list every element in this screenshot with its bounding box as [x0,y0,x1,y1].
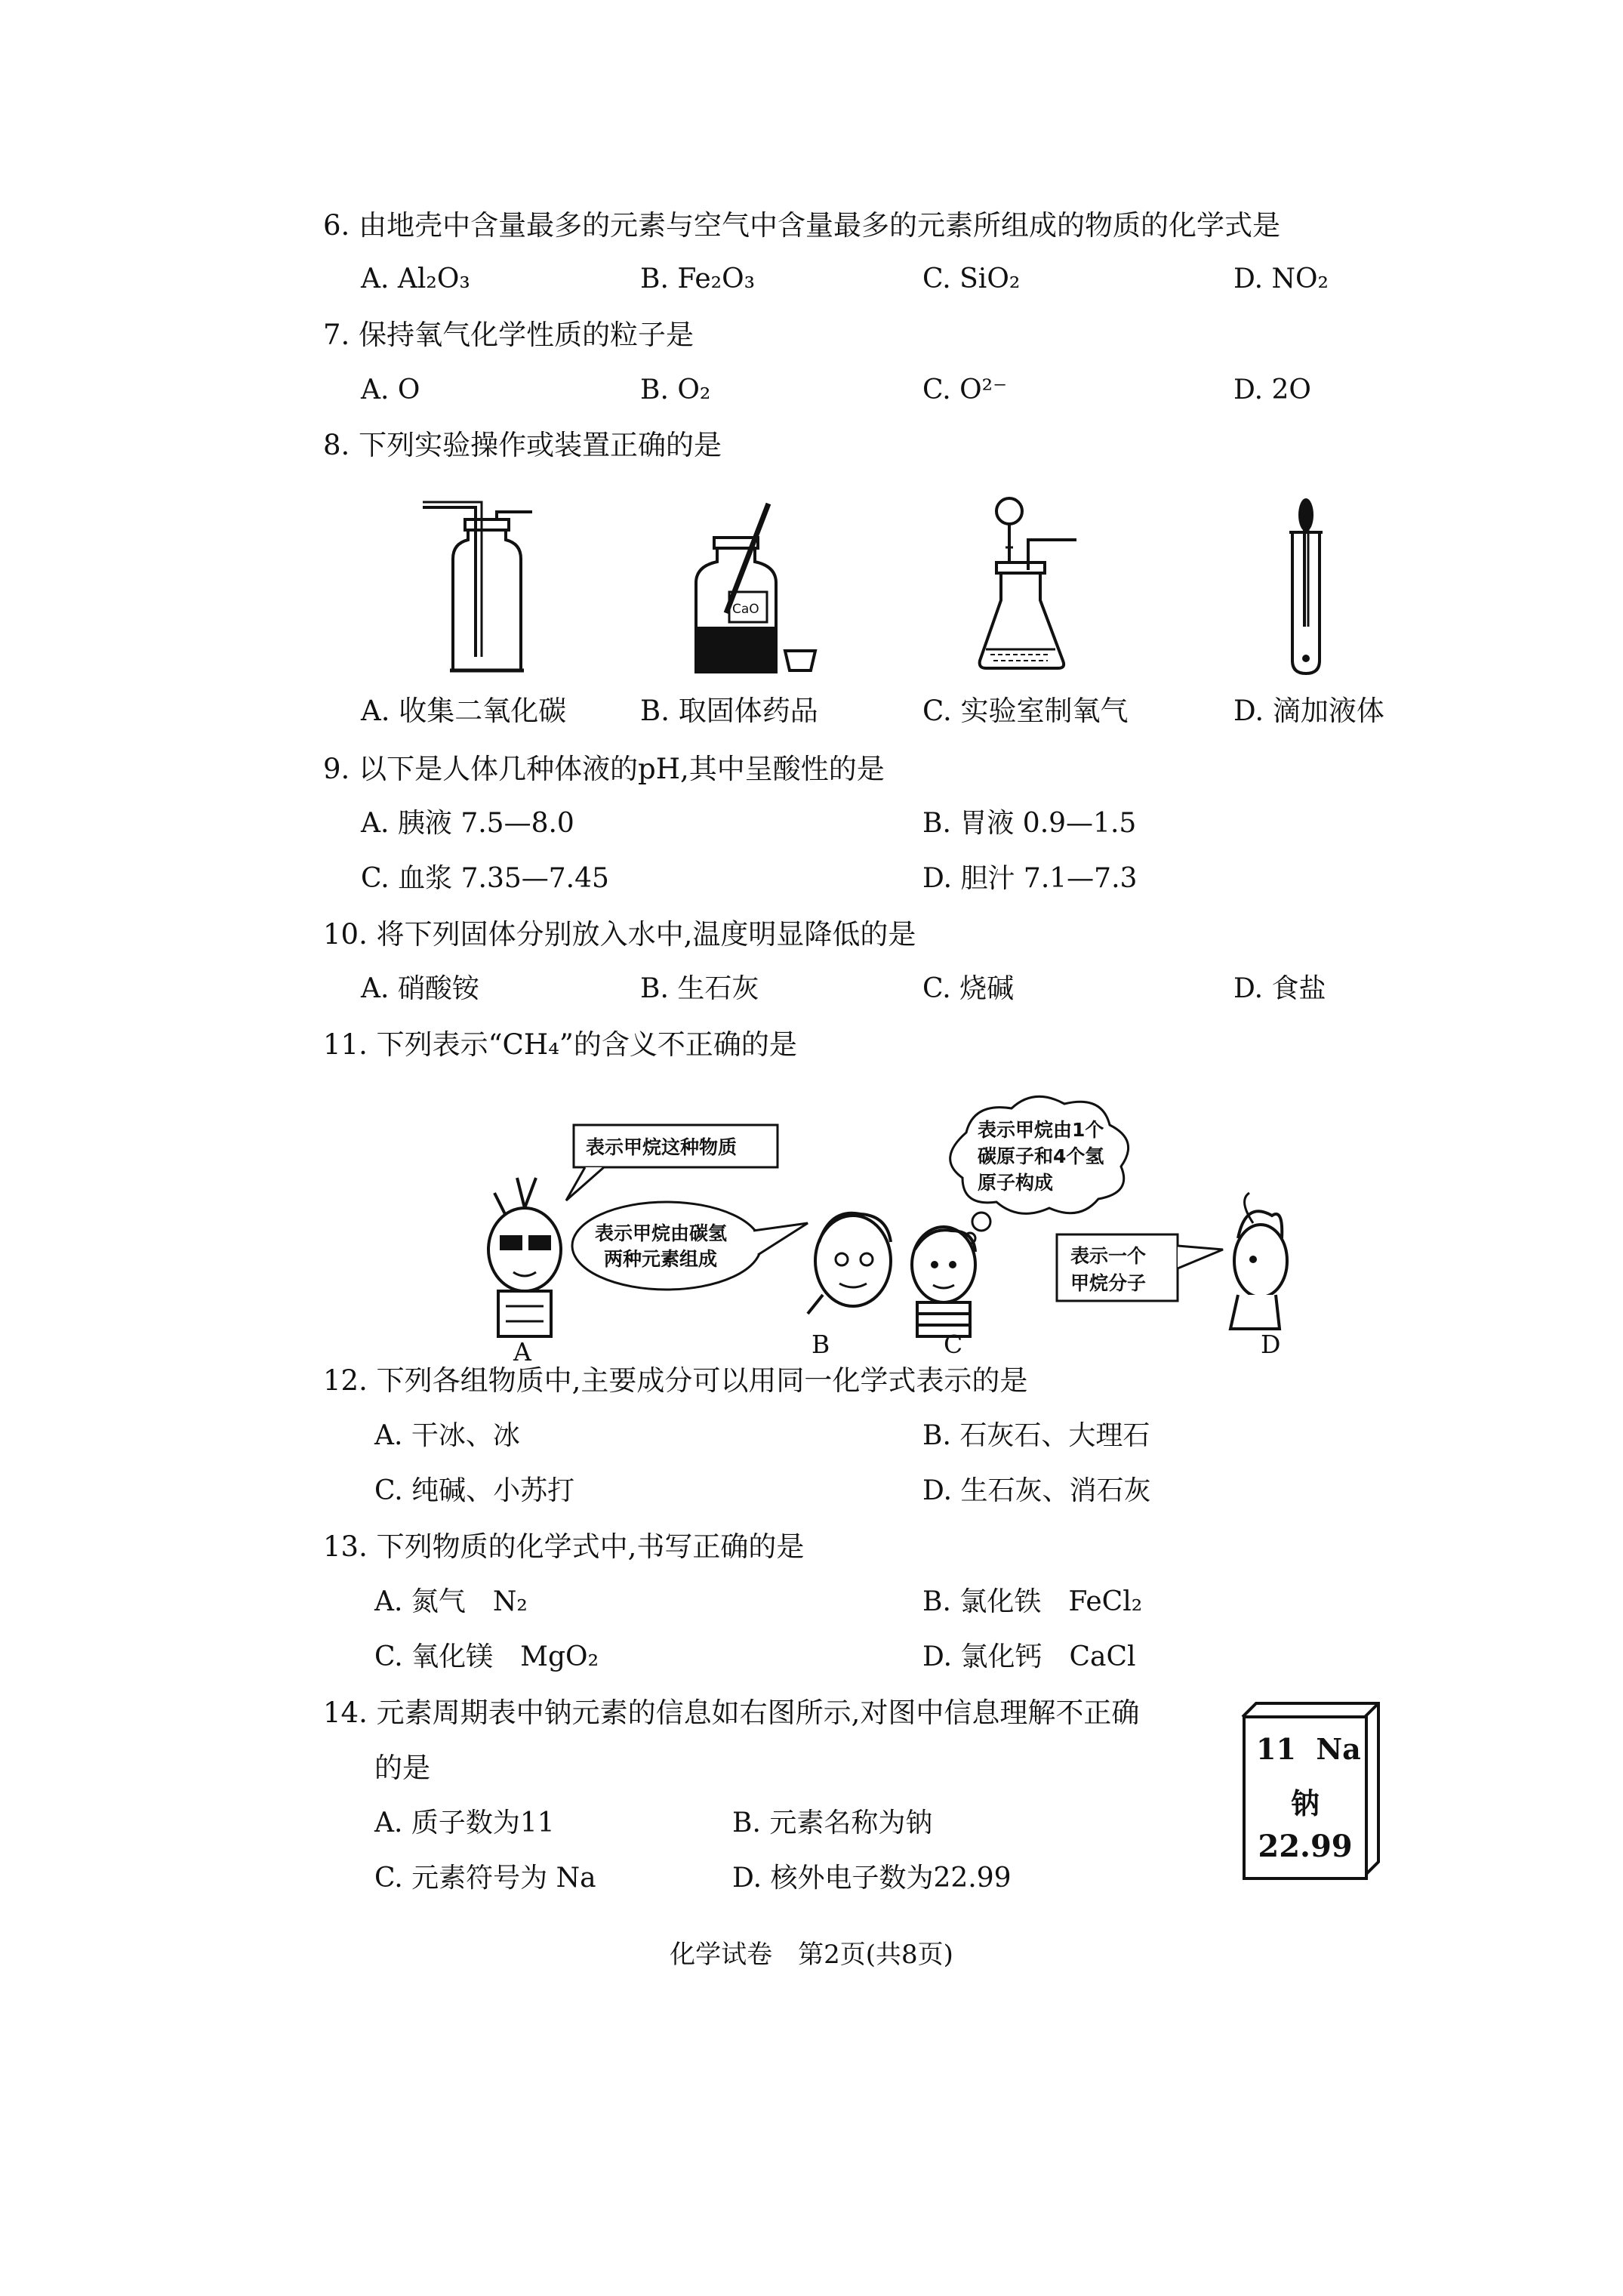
character-d [1230,1193,1287,1329]
q9-option-c: C. 血浆 7.35—7.45 [361,863,609,894]
svg-text:原子构成: 原子构成 [978,1172,1054,1194]
q11-stem: 11. 下列表示“CH₄”的含义不正确的是 [323,1028,797,1061]
character-label-c: C [944,1330,963,1359]
character-a [488,1178,561,1336]
svg-text:甲烷分子: 甲烷分子 [1070,1272,1147,1294]
svg-text:表示甲烷由1个: 表示甲烷由1个 [978,1119,1104,1141]
q14-stem-line-1: 14. 元素周期表中钠元素的信息如右图所示,对图中信息理解不正确 [323,1697,1140,1729]
q12-option-b: B. 石灰石、大理石 [922,1420,1150,1451]
element-number-symbol [1256,1732,1361,1766]
q8-option-c: C. 实验室制氧气 [922,695,1129,727]
atomic-number: 11 [1256,1732,1296,1766]
svg-text:表示甲烷由碳氢: 表示甲烷由碳氢 [595,1222,728,1244]
dropper-figure [1283,498,1329,676]
speech-bubble-b [572,1202,808,1290]
q8-option-b: B. 取固体药品 [640,695,818,727]
element-name: 钠 [1290,1786,1320,1820]
character-label-d: D [1261,1330,1281,1359]
q6-option-b: B. Fe₂O₃ [640,264,756,294]
cartoon-figure [453,1087,1283,1367]
q14-option-b: B. 元素名称为钠 [732,1808,933,1838]
reagent-jar-figure [687,500,823,673]
svg-text:两种元素组成: 两种元素组成 [604,1248,718,1270]
q7-option-b: B. O₂ [640,374,711,405]
q12-stem: 12. 下列各组物质中,主要成分可以用同一化学式表示的是 [323,1364,1028,1397]
q9-option-a: A. 胰液 7.5—8.0 [361,808,574,839]
jar-label: CaO [732,602,759,617]
periodic-table-cell [1243,1703,1375,1877]
q14-option-a: A. 质子数为11 [374,1808,555,1838]
character-b [808,1213,891,1314]
q6-option-c: C. SiO₂ [922,264,1021,294]
q7-option-d: D. 2O [1233,374,1311,405]
q6-option-a: A. Al₂O₃ [361,264,470,294]
q9-stem: 9. 以下是人体几种体液的pH,其中呈酸性的是 [323,753,885,785]
svg-text:碳原子和4个氢: 碳原子和4个氢 [978,1145,1104,1167]
q8-stem: 8. 下列实验操作或装置正确的是 [323,429,722,461]
q8-option-a: A. 收集二氧化碳 [361,695,567,727]
speech-bubble-d [1057,1234,1223,1301]
q14-option-d: D. 核外电子数为22.99 [732,1863,1012,1894]
page-footer: 化学试卷 第2页(共8页) [670,1940,953,1970]
character-label-b: B [812,1330,830,1359]
gas-bottle-figure [423,498,551,672]
q12-option-d: D. 生石灰、消石灰 [922,1475,1151,1506]
speech-bubble-a [566,1125,778,1200]
q6-option-d: D. NO₂ [1233,264,1329,294]
q10-option-a: A. 硝酸铵 [361,973,479,1004]
q8-option-d: D. 滴加液体 [1233,695,1384,727]
q13-option-a: A. 氮气 N₂ [374,1586,528,1617]
svg-text:表示一个: 表示一个 [1070,1245,1147,1267]
svg-text:表示甲烷这种物质: 表示甲烷这种物质 [586,1136,738,1158]
q12-option-c: C. 纯碱、小苏打 [374,1475,575,1506]
element-box [1243,1715,1368,1880]
q13-option-c: C. 氧化镁 MgO₂ [374,1641,599,1672]
q14-stem-line-2: 的是 [374,1752,430,1784]
thought-bubble-c [950,1096,1129,1244]
q6-stem: 6. 由地壳中含量最多的元素与空气中含量最多的元素所组成的物质的化学式是 [323,209,1281,242]
q13-option-d: D. 氯化钙 CaCl [922,1641,1136,1672]
q7-option-a: A. O [361,374,420,405]
character-c [912,1227,975,1336]
q9-option-b: B. 胃液 0.9—1.5 [922,808,1137,839]
element-symbol: Na [1316,1732,1361,1766]
q10-option-d: D. 食盐 [1233,973,1326,1004]
atomic-mass: 22.99 [1258,1829,1353,1864]
q10-stem: 10. 将下列固体分别放入水中,温度明显降低的是 [323,918,916,951]
q12-option-a: A. 干冰、冰 [374,1420,520,1451]
flask-figure [975,495,1081,672]
q10-option-b: B. 生石灰 [640,973,759,1004]
q14-option-c: C. 元素符号为 Na [374,1863,596,1894]
q7-stem: 7. 保持氧气化学性质的粒子是 [323,319,694,351]
character-label-a: A [513,1337,531,1367]
q13-stem: 13. 下列物质的化学式中,书写正确的是 [323,1530,805,1563]
q10-option-c: C. 烧碱 [922,973,1015,1004]
q7-option-c: C. O²⁻ [922,374,1008,405]
q9-option-d: D. 胆汁 7.1—7.3 [922,863,1138,894]
q13-option-b: B. 氯化铁 FeCl₂ [922,1586,1143,1617]
